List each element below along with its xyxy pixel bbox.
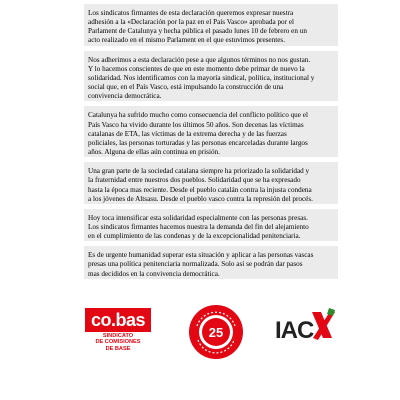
text-line: Catalunya ha sufrido mucho como consecuencia del conflicto político que el — [88, 111, 308, 120]
iac-logo-wordmark: IAC — [275, 317, 314, 344]
text-line: mas decididos en la convivencia democrática. — [88, 269, 220, 278]
cobas-subtitle-line: SINDICATO — [102, 333, 134, 339]
paragraph — [84, 4, 338, 46]
union-seal-icon — [188, 304, 244, 360]
text-line: Una gran parte de la sociedad catalana siempre ha priorizado la solidaridad y — [88, 167, 310, 176]
text-line: convivencia democrática. — [88, 92, 162, 101]
paragraph — [84, 162, 338, 204]
text-line: Los sindicatos firmantes hacemos nuestra la demanda del fin del alejamiento — [88, 222, 309, 231]
cobas-logo-subtitle — [85, 333, 151, 352]
text-line: Hoy toca intensificar esta solidaridad especialmente con las personas presas. — [88, 213, 308, 222]
cobas-logo — [85, 308, 155, 368]
text-line: Parlament de Catalunya y hecha pública el pasado lunes 10 de febrero en un — [88, 27, 307, 36]
text-line: País Vasco ha vivido durante los últimos 50 años. Son decenas las víctimas — [88, 120, 304, 129]
text-line: catalanas de ETA, las víctimas de la extrema derecha y de las fuerzas — [88, 129, 287, 138]
text-line: la fraternidad entre nuestros dos pueblos. Solidaridad que se ha expresado — [88, 176, 301, 185]
cobas-subtitle-line: DE BASE — [105, 345, 131, 352]
cobas-subtitle-line: DE COMISIONES — [95, 339, 141, 346]
paragraph — [84, 246, 338, 278]
paragraph — [84, 209, 338, 241]
text-line: a los jóvenes de Altsasu. Desde el pueblo vasco contra la represión del procés. — [88, 194, 313, 203]
text-line: en el cumplimiento de las condenas y de la excepcionalidad penitenciaria. — [88, 232, 301, 241]
cobas-logo-wordmark: co.bas — [85, 308, 151, 332]
text-line: acto realizado en el mismo Parlament en el que estuvimos presentes. — [88, 36, 285, 45]
text-line: años. Alguna de ellas aún continua en prisión. — [88, 148, 220, 157]
paragraph — [84, 51, 338, 102]
text-line: Nos adherimos a esta declaración pese a que algunos términos no nos gustan. — [88, 55, 311, 64]
text-line: Es de urgente humanidad superar esta situación y aplicar a las personas vascas — [88, 251, 314, 260]
text-line: adhesión a la «Declaración por la paz en el País Vasco» aprobada por el — [88, 18, 295, 27]
union-seal-logo — [188, 304, 244, 360]
text-line: Y lo hacemos conscientes de que en este momento debe primar de nuevo la — [88, 64, 305, 73]
text-line: presas una política penitenciaria normalizada. Solo así se podrán dar pasos — [88, 260, 303, 269]
text-line: solidaridad. Nos identificamos con la mayoría sindical, política, institucional y — [88, 73, 315, 82]
paragraph — [84, 106, 338, 157]
svg-text:25: 25 — [208, 325, 224, 340]
iac-logo — [275, 305, 335, 365]
text-line: hasta la época mas reciente. Desde el pueblo catalán contra la injusta condena — [88, 185, 312, 194]
declaration-text — [84, 4, 338, 284]
text-line: policiales, las personas torturadas y las personas encarceladas durante largos — [88, 138, 308, 147]
text-line: Los sindicatos firmantes de esta declaración queremos expresar nuestra — [88, 9, 294, 17]
iac-x-mark-icon — [309, 308, 335, 342]
text-line: social que, en el País Vasco, está impulsando la construcción de una — [88, 83, 284, 92]
